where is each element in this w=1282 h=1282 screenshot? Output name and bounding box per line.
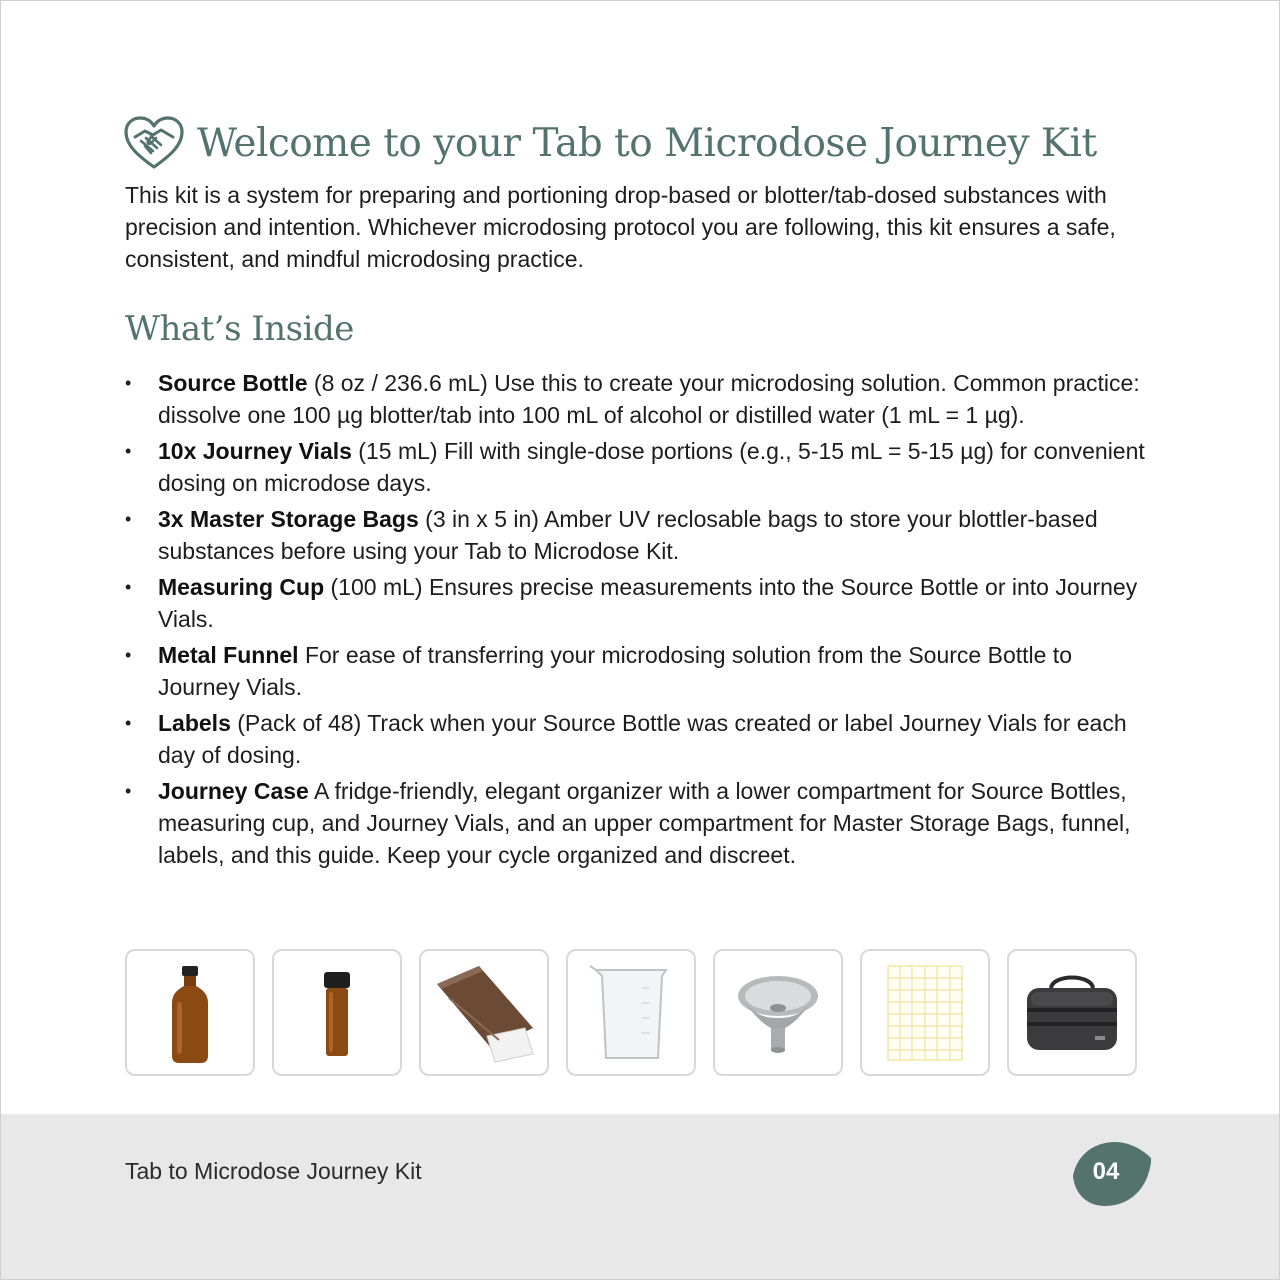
item-description: (100 mL) Ensures precise measurements into the Source Bottle or into Journey Vials. [158, 574, 1138, 632]
item-description: A fridge-friendly, elegant organizer with a lower compartment for Source Bottles, measuring cup, and Journey Vials, and an upper compartment for Master Storage Bags, funnel, labels, and this guide. Keep your cycle organized and discreet. [158, 778, 1131, 868]
contents-list [125, 367, 1155, 875]
footer [1, 1114, 1280, 1280]
item-description: (3 in x 5 in) Amber UV reclosable bags to store your blottler-based substances before using your Tab to Microdose Kit. [158, 506, 1098, 564]
thumbnail-source-bottle [125, 949, 255, 1076]
amber-bottle-icon [135, 958, 245, 1068]
item-name: Metal Funnel [158, 642, 299, 668]
list-item [125, 435, 1155, 499]
item-name: Labels [158, 710, 231, 736]
section-title: What’s Inside [125, 309, 354, 349]
label-sheet-icon [870, 958, 980, 1068]
bullet: • [125, 373, 132, 393]
product-thumbnails [125, 949, 1137, 1076]
measuring-cup-icon [576, 958, 686, 1068]
page-title: Welcome to your Tab to Microdose Journey Kit [197, 120, 1097, 166]
thumbnail-metal-funnel [713, 949, 843, 1076]
item-description: For ease of transferring your microdosing solution from the Source Bottle to Journey Vials. [158, 642, 1072, 700]
list-item [125, 775, 1155, 871]
list-item [125, 571, 1155, 635]
bullet: • [125, 713, 132, 733]
list-item [125, 503, 1155, 567]
thumbnail-labels [860, 949, 990, 1076]
bullet: • [125, 781, 132, 801]
footer-title: Tab to Microdose Journey Kit [125, 1158, 422, 1184]
item-name: 10x Journey Vials [158, 438, 352, 464]
item-description: (Pack of 48) Track when your Source Bottle was created or label Journey Vials for each day of dosing. [158, 710, 1127, 768]
header [123, 115, 1097, 171]
thumbnail-journey-vial [272, 949, 402, 1076]
funnel-icon [723, 958, 833, 1068]
thumbnail-measuring-cup [566, 949, 696, 1076]
case-icon [1017, 958, 1127, 1068]
bullet: • [125, 645, 132, 665]
bullet: • [125, 441, 132, 461]
bullet: • [125, 577, 132, 597]
bullet: • [125, 509, 132, 529]
item-description: (8 oz / 236.6 mL) Use this to create your microdosing solution. Common practice: dissolve one 100 µg blotter/tab into 100 mL of alcohol or distilled water (1 mL = 1 µg). [158, 370, 1140, 428]
vial-icon [282, 958, 392, 1068]
item-name: Measuring Cup [158, 574, 325, 600]
amber-bag-icon [429, 958, 539, 1068]
item-name: Source Bottle [158, 370, 308, 396]
item-description: (15 mL) Fill with single-dose portions (e.g., 5-15 mL = 5-15 µg) for convenient dosing on microdose days. [158, 438, 1145, 496]
item-name: Journey Case [158, 778, 309, 804]
list-item [125, 707, 1155, 771]
intro-paragraph: This kit is a system for preparing and portioning drop-based or blotter/tab-dosed substances with precision and intention. Whichever microdosing protocol you are following, this kit ensures a safe, consistent, and mindful microdosing practice. [125, 182, 1116, 272]
list-item [125, 639, 1155, 703]
list-item [125, 367, 1155, 431]
thumbnail-journey-case [1007, 949, 1137, 1076]
page-number: 04 [1092, 1158, 1120, 1185]
heart-handshake-icon [123, 115, 185, 171]
thumbnail-storage-bag [419, 949, 549, 1076]
item-name: 3x Master Storage Bags [158, 506, 419, 532]
